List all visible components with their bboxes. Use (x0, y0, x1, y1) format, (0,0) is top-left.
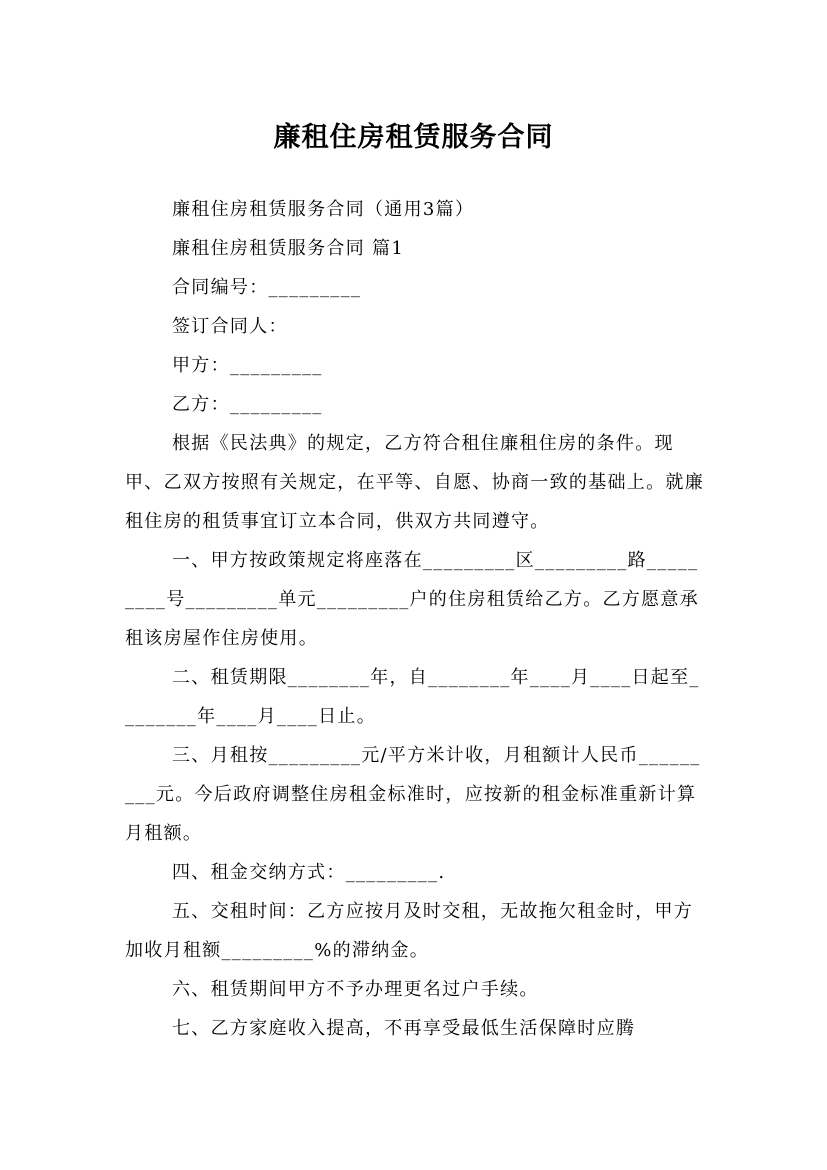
paragraph-party-b: 乙方：_________ (172, 394, 323, 415)
paragraph-clause-2: 二、租赁期限________年，自________年____月____日起至________年____月____日止。 (125, 667, 700, 727)
paragraph-preamble: 根据《民法典》的规定，乙方符合租住廉租住房的条件。现甲、乙双方按照有关规定，在平等、自愿、协商一致的基础上。就廉租住房的租赁事宜订立本合同，供双方共同遵守。 (125, 433, 704, 532)
paragraph-clause-5: 五、交租时间：乙方应按月及时交租，无故拖欠租金时，甲方加收月租额_________%的滞纳金。 (125, 901, 694, 961)
paragraph-clause-4: 四、租金交纳方式：_________. (172, 862, 446, 883)
paragraph-signatories: 签订合同人： (172, 316, 288, 337)
paragraph-section-heading: 廉租住房租赁服务合同 篇1 (172, 238, 405, 259)
paragraph-clause-1: 一、甲方按政策规定将座落在_________区_________路_________号_________单元_________户的住房租赁给乙方。乙方愿意承租该房屋作住房使用。 (125, 550, 699, 649)
paragraph-collection-heading: 廉租住房租赁服务合同（通用3篇） (172, 199, 475, 220)
paragraph-contract-number: 合同编号：_________ (172, 277, 362, 298)
paragraph-clause-6: 六、租赁期间甲方不予办理更名过户手续。 (172, 979, 539, 1000)
document-body (125, 190, 705, 1048)
paragraph-party-a: 甲方：_________ (172, 355, 323, 376)
paragraph-clause-3: 三、月租按_________元/平方米计收，月租额计人民币_________元。今后政府调整住房租金标准时，应按新的租金标准重新计算月租额。 (125, 745, 701, 844)
paragraph-clause-7: 七、乙方家庭收入提高，不再享受最低生活保障时应腾 (172, 1018, 636, 1039)
document-title: 廉租住房租赁服务合同 (273, 122, 554, 154)
